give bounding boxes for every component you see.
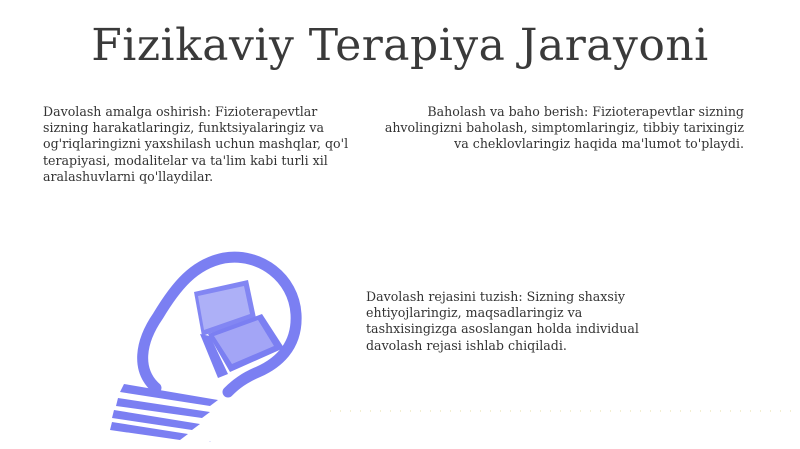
assessment-text: Baholash va baho berish: Fizioterapevtlar sizning ahvolingizni baholash, simptomlaringiz, tibbiy tarixingiz va cheklovlaringiz haqida ma'lumot to'playdi.	[384, 104, 744, 152]
planning-text: Davolash rejasini tuzish: Sizning shaxsiy ehtiyojlaringiz, maqsadlaringiz va tashxisingizga asoslangan holda individual davolash rejasi ishlab chiqiladi.	[366, 289, 639, 353]
slide-title: Fizikaviy Terapiya Jarayoni	[91, 20, 709, 71]
implementation-text: Davolash amalga oshirish: Fizioterapevtlar sizning harakatlaringiz, funktsiyalaringiz va og'riqlaringizni yaxshilash uchun mashqlar, qo'l terapiyasi, modalitelar va ta'lim kabi turli xil aralashuvlarni qo'llaydilar.	[43, 104, 349, 184]
lightbulb-with-book-icon	[98, 250, 308, 442]
decorative-dotted-line	[330, 408, 800, 414]
